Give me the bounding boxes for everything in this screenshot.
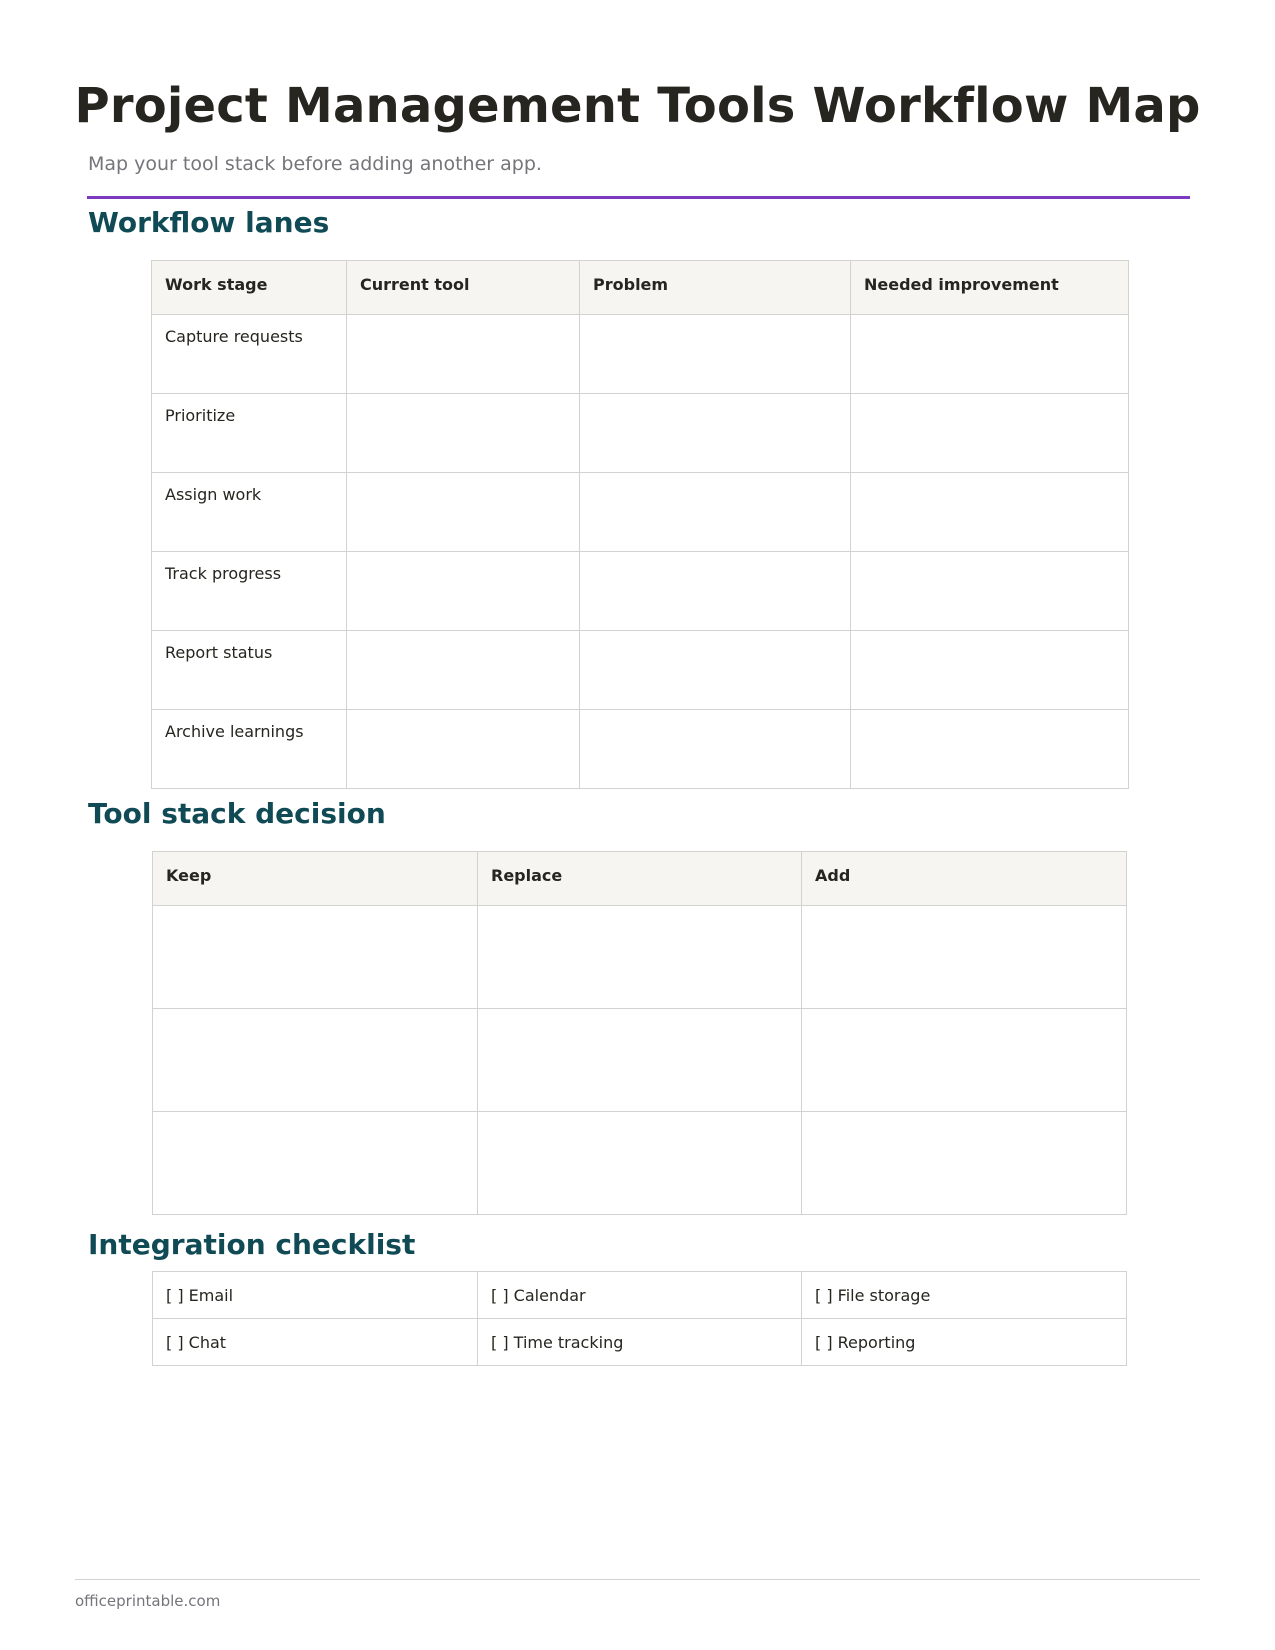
column-header-needed-improvement: Needed improvement: [851, 261, 1129, 315]
work-stage-cell: Assign work: [152, 473, 347, 552]
checklist-item-time-tracking[interactable]: [ ] Time tracking: [478, 1319, 802, 1366]
replace-cell[interactable]: [478, 906, 802, 1009]
problem-cell[interactable]: [580, 710, 851, 789]
table-row: [153, 1112, 1127, 1215]
work-stage-cell: Capture requests: [152, 315, 347, 394]
improvement-cell[interactable]: [851, 710, 1129, 789]
current-tool-cell[interactable]: [347, 394, 580, 473]
table-header-row: [153, 852, 1127, 906]
problem-cell[interactable]: [580, 394, 851, 473]
current-tool-cell[interactable]: [347, 710, 580, 789]
checklist-item-calendar[interactable]: [ ] Calendar: [478, 1272, 802, 1319]
tool-stack-heading: Tool stack decision: [88, 797, 386, 830]
improvement-cell[interactable]: [851, 473, 1129, 552]
footer-site: officeprintable.com: [75, 1592, 221, 1610]
column-header-add: Add: [802, 852, 1127, 906]
table-row: [152, 552, 1129, 631]
work-stage-cell: Report status: [152, 631, 347, 710]
footer-divider: [75, 1579, 1200, 1580]
current-tool-cell[interactable]: [347, 631, 580, 710]
current-tool-cell[interactable]: [347, 552, 580, 631]
table-header-row: [152, 261, 1129, 315]
add-cell[interactable]: [802, 906, 1127, 1009]
add-cell[interactable]: [802, 1112, 1127, 1215]
checklist-item-reporting[interactable]: [ ] Reporting: [802, 1319, 1127, 1366]
improvement-cell[interactable]: [851, 315, 1129, 394]
table-row: [152, 631, 1129, 710]
table-row: [152, 710, 1129, 789]
tool-stack-table: [152, 851, 1127, 1215]
column-header-current-tool: Current tool: [347, 261, 580, 315]
column-header-replace: Replace: [478, 852, 802, 906]
table-row: [153, 1319, 1127, 1366]
integration-checklist-heading: Integration checklist: [88, 1228, 416, 1261]
workflow-lanes-table: [151, 260, 1129, 789]
column-header-keep: Keep: [153, 852, 478, 906]
table-row: [153, 1009, 1127, 1112]
work-stage-cell: Prioritize: [152, 394, 347, 473]
table-row: [152, 394, 1129, 473]
integration-checklist-table: [152, 1271, 1127, 1366]
improvement-cell[interactable]: [851, 631, 1129, 710]
checklist-item-chat[interactable]: [ ] Chat: [153, 1319, 478, 1366]
current-tool-cell[interactable]: [347, 315, 580, 394]
keep-cell[interactable]: [153, 1112, 478, 1215]
problem-cell[interactable]: [580, 315, 851, 394]
improvement-cell[interactable]: [851, 552, 1129, 631]
keep-cell[interactable]: [153, 1009, 478, 1112]
table-row: [152, 315, 1129, 394]
current-tool-cell[interactable]: [347, 473, 580, 552]
problem-cell[interactable]: [580, 552, 851, 631]
replace-cell[interactable]: [478, 1009, 802, 1112]
column-header-problem: Problem: [580, 261, 851, 315]
table-row: [153, 906, 1127, 1009]
problem-cell[interactable]: [580, 631, 851, 710]
page-title: Project Management Tools Workflow Map: [74, 78, 1201, 134]
workflow-lanes-heading: Workflow lanes: [88, 206, 330, 239]
work-stage-cell: Archive learnings: [152, 710, 347, 789]
title-divider: [87, 196, 1190, 199]
table-row: [152, 473, 1129, 552]
work-stage-cell: Track progress: [152, 552, 347, 631]
table-row: [153, 1272, 1127, 1319]
keep-cell[interactable]: [153, 906, 478, 1009]
problem-cell[interactable]: [580, 473, 851, 552]
checklist-item-email[interactable]: [ ] Email: [153, 1272, 478, 1319]
checklist-item-file-storage[interactable]: [ ] File storage: [802, 1272, 1127, 1319]
column-header-work-stage: Work stage: [152, 261, 347, 315]
replace-cell[interactable]: [478, 1112, 802, 1215]
improvement-cell[interactable]: [851, 394, 1129, 473]
page-subtitle: Map your tool stack before adding another app.: [88, 153, 542, 175]
add-cell[interactable]: [802, 1009, 1127, 1112]
